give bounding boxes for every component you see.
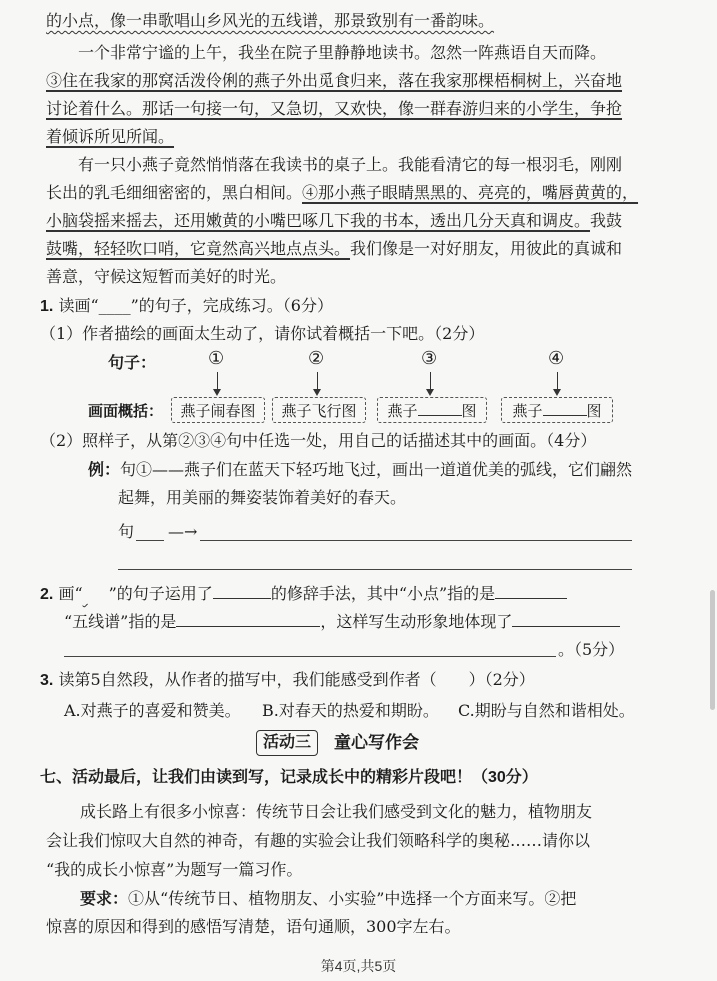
summary-label: 画面概括： <box>88 402 164 420</box>
prompt-line: 成长路上有很多小惊喜：传统节日会让我们感受到文化的魅力，植物朋友 <box>80 802 593 821</box>
down-arrow-icon <box>557 372 558 390</box>
down-arrow-icon <box>217 372 218 390</box>
question-1-sub-1: （1）作者描绘的画面太生动了，请你试着概括一下吧。（2分） <box>40 324 485 343</box>
example-label: 例： <box>88 460 121 479</box>
example-line <box>88 459 632 481</box>
answer-blank[interactable] <box>136 540 164 541</box>
option-a[interactable]: A.对燕子的喜爱和赞美。 <box>64 701 241 720</box>
answer-prefix: 句 <box>118 522 135 541</box>
passage-line: 的小点，像一串歌唱山乡风光的五线谱，那景致别有一番韵味。 <box>46 11 495 30</box>
passage-segment: 我鼓 <box>590 211 623 230</box>
answer-blank[interactable] <box>176 610 320 627</box>
sentence-number: ③ <box>421 348 438 369</box>
requirement-text: ①从“传统节日、植物朋友、小实验”中选择一个方面来写。②把 <box>128 889 577 908</box>
requirement-label: 要求： <box>80 889 129 908</box>
down-arrow-icon <box>430 372 431 390</box>
question-text: 的修辞手法，其中“小点”指的是 <box>270 584 496 603</box>
requirement-line <box>80 888 576 910</box>
answer-blank[interactable] <box>495 582 567 599</box>
question-text: 画“ <box>58 584 83 603</box>
summary-box-blank[interactable] <box>377 397 487 423</box>
summary-box: 燕子飞行图 <box>272 397 366 423</box>
scrollbar[interactable] <box>710 590 715 710</box>
passage-line: 讨论着什么。那话一句接一句，又急切，又欢快，像一群春游归来的小学生，争抢 <box>46 99 623 118</box>
answer-blank[interactable] <box>512 610 620 627</box>
question-2-score: 。（5分） <box>558 640 625 659</box>
activity-label: 活动三 <box>256 730 318 756</box>
page-number: 第4页,共5页 <box>320 958 397 974</box>
answer-line[interactable] <box>118 569 632 570</box>
activity-title: 童心写作会 <box>334 733 419 752</box>
question-2-line-2 <box>64 610 620 633</box>
option-b[interactable]: B.对春天的热爱和期盼。 <box>262 701 439 720</box>
answer-line[interactable] <box>200 540 632 541</box>
question-number: 3. <box>40 672 54 689</box>
answer-blank[interactable] <box>213 582 271 599</box>
question-text: “五线谱”指的是 <box>64 612 177 631</box>
summary-box-blank[interactable] <box>501 397 613 423</box>
passage-line <box>46 210 622 232</box>
wavy-mark <box>83 583 109 605</box>
question-text: 读画“____”的句子，完成练习。（6分） <box>58 296 333 315</box>
question-text: ，这样写生动形象地体现了 <box>320 612 513 631</box>
passage-segment-underlined: 小脑袋摇来摇去，还用嫩黄的小嘴巴啄几下我的书本，透出几分天真和调皮。 <box>46 211 591 230</box>
summary-box-prefix: 燕子 <box>387 402 418 420</box>
question-1-sub-2: （2）照样子，从第②③④句中任选一处，用自己的话描述其中的画面。（4分） <box>40 431 597 450</box>
down-arrow-icon <box>317 372 318 390</box>
sentence-number: ② <box>308 348 325 369</box>
passage-line <box>46 182 638 204</box>
sentence-number: ④ <box>548 348 565 369</box>
sentence-number: ① <box>208 348 225 369</box>
summary-box-suffix: 图 <box>586 402 602 420</box>
passage-line: ③住在我家的那窝活泼伶俐的燕子外出觅食归来，落在我家那棵梧桐树上，兴奋地 <box>46 71 623 90</box>
passage-segment: 我们像是一对好朋友，用彼此的真诚和 <box>350 239 623 258</box>
question-number: 2. <box>40 586 54 603</box>
question-1 <box>40 295 333 318</box>
prompt-line: 会让我们惊叹大自然的神奇，有趣的实验会让我们领略科学的奥秘……请你以 <box>46 831 591 850</box>
answer-line[interactable] <box>64 656 556 657</box>
passage-segment-underlined: ④那小燕子眼睛黑黑的、亮亮的，嘴唇黄黄的， <box>302 183 639 202</box>
answer-blank[interactable] <box>418 399 462 416</box>
right-arrow-icon: —→ <box>168 522 198 541</box>
example-line: 起舞，用美丽的舞姿装饰着美好的春天。 <box>118 488 407 507</box>
question-2 <box>40 582 567 606</box>
question-number: 1. <box>40 298 54 315</box>
passage-segment-underlined: 鼓嘴，轻轻吹口哨，它竟然高兴地点点头。 <box>46 239 351 258</box>
question-text: ”的句子运用了 <box>108 584 213 603</box>
summary-box-prefix: 燕子 <box>512 402 543 420</box>
passage-segment: 长出的乳毛细细密密的，黑白相间。 <box>46 183 303 202</box>
answer-blank[interactable] <box>543 399 587 416</box>
passage-line: 着倾诉所见所闻。 <box>46 127 175 146</box>
prompt-line: “我的成长小惊喜”为题写一篇习作。 <box>46 860 303 879</box>
requirement-line: 惊喜的原因和得到的感悟写清楚，语句通顺，300字左右。 <box>46 917 461 936</box>
question-3 <box>40 669 535 692</box>
summary-box-suffix: 图 <box>461 402 477 420</box>
question-7-title: 七、活动最后，让我们由读到写，记录成长中的精彩片段吧！（30分） <box>40 769 538 786</box>
example-text: 句①——燕子们在蓝天下轻巧地飞过，画出一道道优美的弧线，它们翩然 <box>120 460 633 479</box>
sentence-label: 句子： <box>108 353 157 372</box>
question-text: 读第5自然段，从作者的描写中，我们能感受到作者（ ）（2分） <box>58 670 535 689</box>
passage-line: 有一只小燕子竟然悄悄落在我读书的桌子上。我能看清它的每一根羽毛，刚刚 <box>78 155 623 174</box>
summary-box: 燕子闹春图 <box>171 397 265 423</box>
passage-line <box>46 238 622 260</box>
passage-line: 一个非常宁谧的上午，我坐在院子里静静地读书。忽然一阵燕语自天而降。 <box>78 43 607 62</box>
option-c[interactable]: C.期盼与自然和谐相处。 <box>458 701 635 720</box>
passage-line: 善意，守候这短暂而美好的时光。 <box>46 267 287 286</box>
